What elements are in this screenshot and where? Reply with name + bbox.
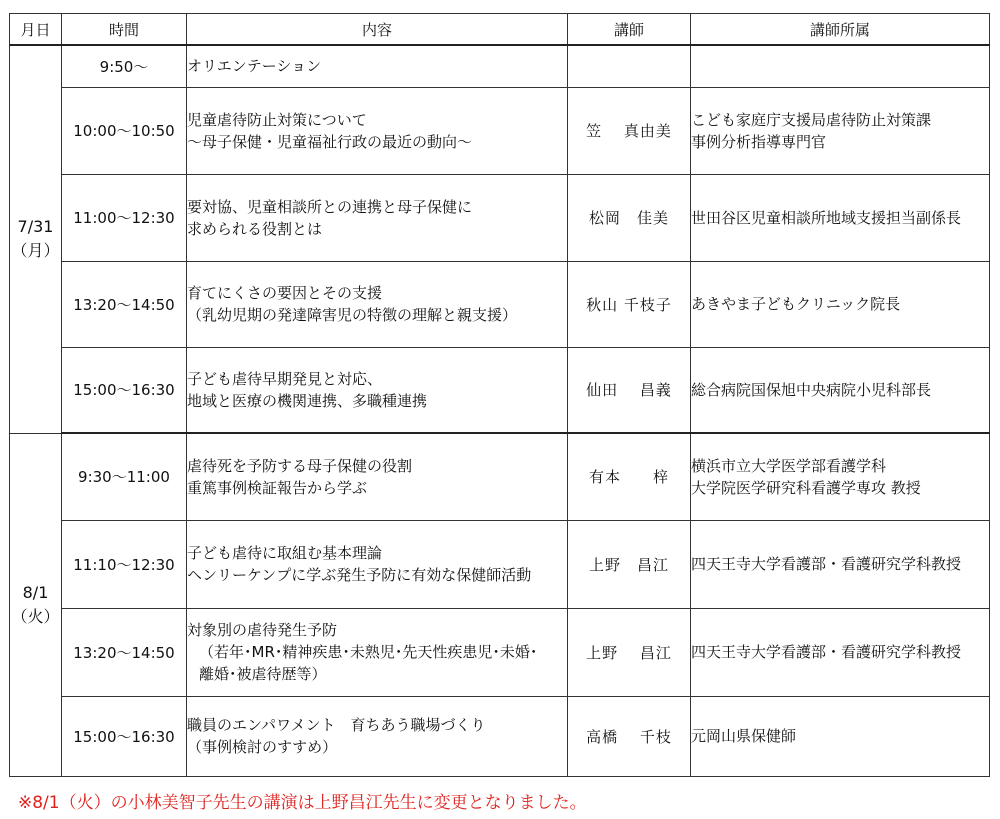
content-line: 子ども虐待に取組む基本理論 [187, 544, 383, 562]
content-line: 重篤事例検証報告から学ぶ [187, 478, 368, 497]
time-cell: 13:20～14:50 [62, 608, 187, 696]
content-line: オリエンテーション [187, 57, 322, 76]
affiliation-cell [691, 520, 990, 608]
content-cell [187, 520, 568, 608]
affiliation-line: 大学院医学研究科看護学専攻 教授 [691, 478, 921, 497]
content-line: 要対協、児童相談所との連携と母子保健に [187, 197, 473, 216]
affiliation-cell [691, 608, 990, 696]
header-date: 月日 [10, 14, 62, 46]
content-line: 育てにくさの要因とその支援 [187, 284, 383, 302]
date-cell-day1 [10, 45, 62, 433]
affiliation-line: 総合病院国保旭中央病院小児科部長 [691, 380, 932, 399]
affiliation-line: 元岡山県保健師 [691, 727, 797, 745]
content-cell [187, 174, 568, 261]
lecturer-cell: 上野 昌江 [568, 520, 691, 608]
affiliation-cell [691, 174, 990, 261]
affiliation-line: 世田谷区児童相談所地域支援担当副係長 [691, 208, 962, 227]
time-cell: 9:30～11:00 [62, 433, 187, 520]
content-cell [187, 87, 568, 174]
time-cell: 15:00～16:30 [62, 696, 187, 776]
affiliation-line: あきやま子どもクリニック院長 [691, 295, 901, 313]
table-row [10, 45, 990, 87]
table-row [10, 433, 990, 520]
content-cell [187, 347, 568, 433]
lecturer-cell: 高橋 千枝 [568, 696, 691, 776]
time-cell: 15:00～16:30 [62, 347, 187, 433]
lecturer-cell [568, 45, 691, 87]
content-line: 離婚･被虐待歴等） [199, 665, 327, 683]
change-notice: ※8/1（火）の小林美智子先生の講演は上野昌江先生に変更となりました。 [18, 793, 587, 813]
lecturer-cell: 秋山 千枝子 [568, 261, 691, 347]
affiliation-cell [691, 45, 990, 87]
affiliation-line: こども家庭庁支援局虐待防止対策課 [691, 110, 932, 129]
content-line: （若年･MR･精神疾患･未熟児･先天性疾患児･未婚･ [199, 643, 538, 661]
affiliation-cell [691, 87, 990, 174]
lecturer-cell: 松岡 佳美 [568, 174, 691, 261]
header-affiliation: 講師所属 [691, 14, 990, 46]
content-cell [187, 608, 568, 696]
lecturer-cell: 有本 梓 [568, 433, 691, 520]
time-cell: 11:10～12:30 [62, 520, 187, 608]
time-cell: 11:00～12:30 [62, 174, 187, 261]
affiliation-cell [691, 347, 990, 433]
table-row [10, 87, 990, 174]
header-content: 内容 [187, 14, 568, 46]
affiliation-line: 四天王寺大学看護部・看護研究学科教授 [691, 555, 962, 573]
table-row [10, 608, 990, 696]
content-cell [187, 45, 568, 87]
header-lecturer: 講師 [568, 14, 691, 46]
content-cell [187, 696, 568, 776]
content-line: 求められる役割とは [187, 219, 323, 238]
content-cell [187, 433, 568, 520]
content-line: 虐待死を予防する母子保健の役割 [187, 456, 413, 475]
table-row [10, 696, 990, 776]
content-line: ヘンリーケンプに学ぶ発生予防に有効な保健師活動 [187, 566, 532, 584]
header-time: 時間 [62, 14, 187, 46]
lecturer-cell: 上野 昌江 [568, 608, 691, 696]
weekday-day1: （月） [11, 241, 60, 261]
content-line: 職員のエンパワメント 育ちあう職場づくり [187, 716, 486, 734]
affiliation-line: 四天王寺大学看護部・看護研究学科教授 [691, 643, 962, 661]
affiliation-line: 事例分析指導専門官 [691, 132, 827, 151]
time-cell: 10:00～10:50 [62, 87, 187, 174]
affiliation-cell [691, 696, 990, 776]
content-cell [187, 261, 568, 347]
schedule-table [9, 13, 990, 777]
affiliation-cell [691, 433, 990, 520]
date-day1: 7/31 [17, 217, 54, 237]
table-row [10, 347, 990, 433]
content-line: 地域と医療の機関連携、多職種連携 [187, 391, 428, 410]
header-row [10, 14, 990, 46]
date-day2: 8/1 [22, 582, 49, 602]
lecturer-cell: 仙田 昌義 [568, 347, 691, 433]
content-line: 児童虐待防止対策について [187, 110, 367, 129]
table-row [10, 174, 990, 261]
time-cell: 9:50～ [62, 45, 187, 87]
table-row [10, 520, 990, 608]
content-line: （乳幼児期の発達障害児の特徴の理解と親支援） [187, 306, 518, 324]
affiliation-cell [691, 261, 990, 347]
affiliation-line: 横浜市立大学医学部看護学科 [691, 456, 887, 475]
content-line: 対象別の虐待発生予防 [187, 621, 338, 639]
weekday-day2: （火） [11, 606, 60, 626]
content-line: （事例検討のすすめ） [187, 738, 338, 756]
date-cell-day2 [10, 433, 62, 776]
table-row [10, 261, 990, 347]
content-line: ～母子保健・児童福祉行政の最近の動向～ [187, 132, 473, 151]
lecturer-cell: 笠 真由美 [568, 87, 691, 174]
time-cell: 13:20～14:50 [62, 261, 187, 347]
content-line: 子ども虐待早期発見と対応、 [187, 369, 383, 388]
